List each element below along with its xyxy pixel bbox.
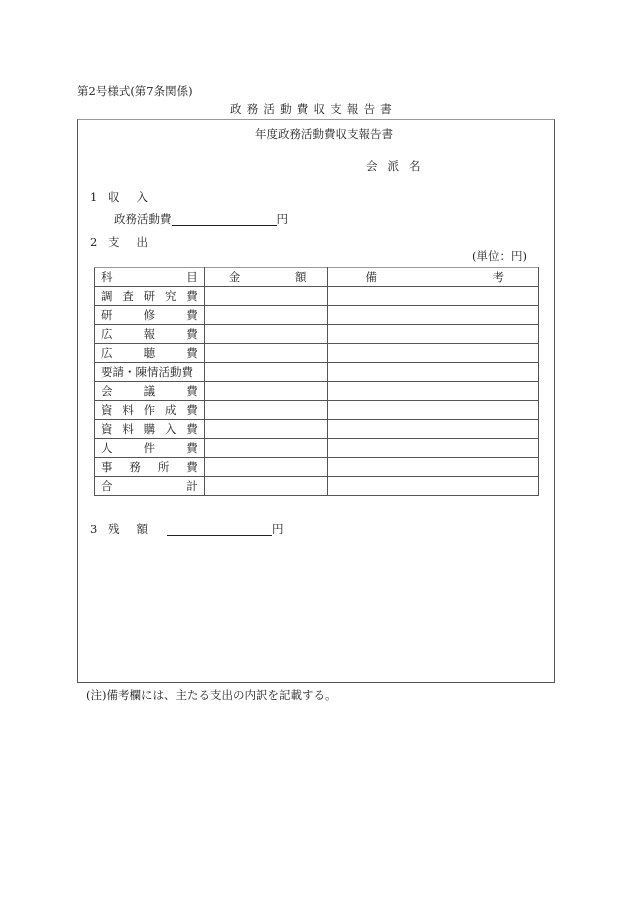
- row-item-label: 広 報 費: [101, 327, 198, 341]
- row-item-label: 事 務 所 費: [101, 460, 198, 474]
- row-amount-cell[interactable]: [204, 458, 327, 477]
- table-row: [95, 439, 539, 458]
- document-title: 政務活動費収支報告書: [230, 102, 397, 116]
- section-number: 3: [90, 522, 98, 536]
- section-number: 1: [90, 190, 98, 204]
- row-amount-cell[interactable]: [204, 363, 327, 382]
- section-label: 収入: [108, 190, 165, 204]
- row-item: [95, 287, 205, 306]
- row-amount-cell[interactable]: [204, 325, 327, 344]
- row-item: [95, 458, 205, 477]
- balance-amount-field[interactable]: [167, 523, 272, 536]
- row-remarks-cell[interactable]: [327, 325, 538, 344]
- row-item: [95, 363, 205, 382]
- section-number: 2: [90, 235, 98, 249]
- expense-table: [94, 267, 539, 496]
- spread-text: 科 目: [101, 270, 198, 284]
- row-amount-cell[interactable]: [204, 439, 327, 458]
- income-row: [114, 212, 288, 226]
- row-item: [95, 439, 205, 458]
- row-amount-cell[interactable]: [204, 477, 327, 496]
- table-row: [95, 420, 539, 439]
- row-amount-cell[interactable]: [204, 382, 327, 401]
- table-row: [95, 458, 539, 477]
- row-remarks-cell[interactable]: [327, 287, 538, 306]
- row-amount-cell[interactable]: [204, 287, 327, 306]
- unit-label: (単位：円): [472, 249, 527, 263]
- row-item-label: 研 修 費: [101, 308, 198, 322]
- spread-text: 金 額: [228, 270, 307, 284]
- header-remarks: [327, 268, 538, 287]
- row-remarks-cell[interactable]: [327, 420, 538, 439]
- row-remarks-cell[interactable]: [327, 382, 538, 401]
- table-row: [95, 325, 539, 344]
- row-item-label: 会 議 費: [101, 384, 198, 398]
- row-item-label: 要請・陳情活動費: [101, 365, 193, 379]
- row-item-label: 合 計: [101, 479, 198, 493]
- row-remarks-cell[interactable]: [327, 344, 538, 363]
- table-row: [95, 477, 539, 496]
- table-row: [95, 287, 539, 306]
- row-remarks-cell[interactable]: [327, 401, 538, 420]
- row-item: [95, 325, 205, 344]
- table-row: [95, 344, 539, 363]
- spread-text: 備 考: [365, 270, 504, 284]
- row-item: [95, 401, 205, 420]
- income-amount-field[interactable]: [172, 213, 277, 226]
- balance-currency: 円: [272, 522, 284, 536]
- row-item-label: 資 料 作 成 費: [101, 403, 198, 417]
- header-item: [95, 268, 205, 287]
- row-remarks-cell[interactable]: [327, 458, 538, 477]
- table-row: [95, 401, 539, 420]
- income-currency: 円: [276, 212, 288, 226]
- form-number-label: 第2号様式(第7条関係): [77, 84, 193, 98]
- header-amount: [204, 268, 327, 287]
- section-expense-heading: [90, 235, 165, 249]
- row-amount-cell[interactable]: [204, 401, 327, 420]
- row-amount-cell[interactable]: [204, 306, 327, 325]
- row-amount-cell[interactable]: [204, 420, 327, 439]
- row-item-label: 資 料 購 入 費: [101, 422, 198, 436]
- row-item: [95, 306, 205, 325]
- table-row: [95, 363, 539, 382]
- row-remarks-cell[interactable]: [327, 439, 538, 458]
- faction-name-label: 会派名: [366, 159, 431, 173]
- row-item: [95, 382, 205, 401]
- section-income-heading: [90, 190, 165, 204]
- row-amount-cell[interactable]: [204, 344, 327, 363]
- section-label: 支出: [108, 235, 165, 249]
- row-item: [95, 477, 205, 496]
- table-header-row: [95, 268, 539, 287]
- row-remarks-cell[interactable]: [327, 477, 538, 496]
- table-row: [95, 306, 539, 325]
- footnote: (注)備考欄には、主たる支出の内訳を記載する。: [86, 688, 337, 702]
- row-item: [95, 420, 205, 439]
- row-remarks-cell[interactable]: [327, 306, 538, 325]
- row-item: [95, 344, 205, 363]
- inner-title: 年度政務活動費収支報告書: [255, 127, 393, 141]
- section-balance-heading: [90, 522, 284, 536]
- table-row: [95, 382, 539, 401]
- row-item-label: 人 件 費: [101, 441, 198, 455]
- row-remarks-cell[interactable]: [327, 363, 538, 382]
- section-label: 残額: [108, 522, 165, 536]
- income-item-label: 政務活動費: [114, 212, 172, 226]
- row-item-label: 調 査 研 究 費: [101, 289, 198, 303]
- row-item-label: 広 聴 費: [101, 346, 198, 360]
